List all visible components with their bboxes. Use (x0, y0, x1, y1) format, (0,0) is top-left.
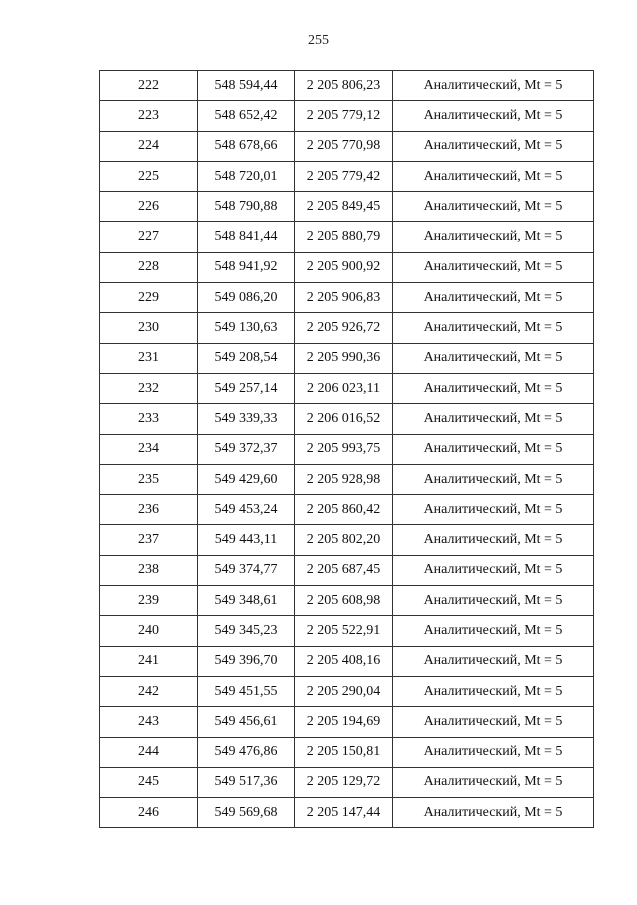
point-number-cell: 229 (100, 283, 198, 313)
y-coordinate-cell: 2 205 290,04 (295, 676, 393, 706)
method-cell: Аналитический, Mt = 5 (393, 586, 594, 616)
table-row (100, 767, 594, 797)
method-cell: Аналитический, Mt = 5 (393, 343, 594, 373)
point-number-cell: 246 (100, 798, 198, 828)
table-row (100, 737, 594, 767)
method-cell: Аналитический, Mt = 5 (393, 707, 594, 737)
method-cell: Аналитический, Mt = 5 (393, 252, 594, 282)
point-number-cell: 240 (100, 616, 198, 646)
table-row (100, 222, 594, 252)
y-coordinate-cell: 2 205 408,16 (295, 646, 393, 676)
table-row (100, 495, 594, 525)
y-coordinate-cell: 2 205 770,98 (295, 131, 393, 161)
point-number-cell: 241 (100, 646, 198, 676)
method-cell: Аналитический, Mt = 5 (393, 737, 594, 767)
table-row (100, 586, 594, 616)
point-number-cell: 245 (100, 767, 198, 797)
method-cell: Аналитический, Mt = 5 (393, 525, 594, 555)
table-row (100, 798, 594, 828)
table-row (100, 71, 594, 101)
y-coordinate-cell: 2 205 194,69 (295, 707, 393, 737)
x-coordinate-cell: 549 086,20 (198, 283, 295, 313)
y-coordinate-cell: 2 205 522,91 (295, 616, 393, 646)
x-coordinate-cell: 549 208,54 (198, 343, 295, 373)
x-coordinate-cell: 549 569,68 (198, 798, 295, 828)
x-coordinate-cell: 549 429,60 (198, 464, 295, 494)
table-row (100, 464, 594, 494)
method-cell: Аналитический, Mt = 5 (393, 616, 594, 646)
y-coordinate-cell: 2 205 150,81 (295, 737, 393, 767)
point-number-cell: 233 (100, 404, 198, 434)
x-coordinate-cell: 548 941,92 (198, 252, 295, 282)
y-coordinate-cell: 2 205 880,79 (295, 222, 393, 252)
y-coordinate-cell: 2 205 779,42 (295, 161, 393, 191)
y-coordinate-cell: 2 205 990,36 (295, 343, 393, 373)
x-coordinate-cell: 548 594,44 (198, 71, 295, 101)
y-coordinate-cell: 2 205 129,72 (295, 767, 393, 797)
x-coordinate-cell: 549 130,63 (198, 313, 295, 343)
x-coordinate-cell: 549 451,55 (198, 676, 295, 706)
point-number-cell: 244 (100, 737, 198, 767)
method-cell: Аналитический, Mt = 5 (393, 798, 594, 828)
method-cell: Аналитический, Mt = 5 (393, 283, 594, 313)
y-coordinate-cell: 2 205 900,92 (295, 252, 393, 282)
y-coordinate-cell: 2 205 608,98 (295, 586, 393, 616)
y-coordinate-cell: 2 205 802,20 (295, 525, 393, 555)
method-cell: Аналитический, Mt = 5 (393, 434, 594, 464)
y-coordinate-cell: 2 205 860,42 (295, 495, 393, 525)
method-cell: Аналитический, Mt = 5 (393, 192, 594, 222)
x-coordinate-cell: 549 257,14 (198, 373, 295, 403)
method-cell: Аналитический, Mt = 5 (393, 222, 594, 252)
table-row (100, 434, 594, 464)
method-cell: Аналитический, Mt = 5 (393, 71, 594, 101)
table-row (100, 404, 594, 434)
y-coordinate-cell: 2 205 687,45 (295, 555, 393, 585)
y-coordinate-cell: 2 206 023,11 (295, 373, 393, 403)
y-coordinate-cell: 2 205 779,12 (295, 101, 393, 131)
point-number-cell: 223 (100, 101, 198, 131)
y-coordinate-cell: 2 205 147,44 (295, 798, 393, 828)
y-coordinate-cell: 2 205 849,45 (295, 192, 393, 222)
method-cell: Аналитический, Mt = 5 (393, 101, 594, 131)
x-coordinate-cell: 549 345,23 (198, 616, 295, 646)
x-coordinate-cell: 548 678,66 (198, 131, 295, 161)
method-cell: Аналитический, Mt = 5 (393, 646, 594, 676)
point-number-cell: 227 (100, 222, 198, 252)
method-cell: Аналитический, Mt = 5 (393, 131, 594, 161)
table-row (100, 313, 594, 343)
table-row (100, 252, 594, 282)
point-number-cell: 226 (100, 192, 198, 222)
table-row (100, 343, 594, 373)
coordinates-table (99, 70, 594, 828)
x-coordinate-cell: 548 720,01 (198, 161, 295, 191)
point-number-cell: 232 (100, 373, 198, 403)
table-row (100, 192, 594, 222)
table-row (100, 373, 594, 403)
table-row (100, 707, 594, 737)
point-number-cell: 222 (100, 71, 198, 101)
x-coordinate-cell: 549 456,61 (198, 707, 295, 737)
x-coordinate-cell: 549 517,36 (198, 767, 295, 797)
table-row (100, 616, 594, 646)
point-number-cell: 238 (100, 555, 198, 585)
x-coordinate-cell: 549 348,61 (198, 586, 295, 616)
point-number-cell: 243 (100, 707, 198, 737)
y-coordinate-cell: 2 205 928,98 (295, 464, 393, 494)
method-cell: Аналитический, Mt = 5 (393, 313, 594, 343)
y-coordinate-cell: 2 205 993,75 (295, 434, 393, 464)
x-coordinate-cell: 548 652,42 (198, 101, 295, 131)
table-row (100, 283, 594, 313)
x-coordinate-cell: 549 396,70 (198, 646, 295, 676)
method-cell: Аналитический, Mt = 5 (393, 555, 594, 585)
y-coordinate-cell: 2 205 926,72 (295, 313, 393, 343)
point-number-cell: 237 (100, 525, 198, 555)
y-coordinate-cell: 2 205 806,23 (295, 71, 393, 101)
x-coordinate-cell: 548 790,88 (198, 192, 295, 222)
coordinates-table-body (100, 71, 594, 828)
point-number-cell: 242 (100, 676, 198, 706)
x-coordinate-cell: 549 374,77 (198, 555, 295, 585)
table-row (100, 161, 594, 191)
x-coordinate-cell: 549 372,37 (198, 434, 295, 464)
method-cell: Аналитический, Mt = 5 (393, 464, 594, 494)
table-row (100, 525, 594, 555)
x-coordinate-cell: 549 339,33 (198, 404, 295, 434)
method-cell: Аналитический, Mt = 5 (393, 495, 594, 525)
point-number-cell: 224 (100, 131, 198, 161)
method-cell: Аналитический, Mt = 5 (393, 767, 594, 797)
table-row (100, 131, 594, 161)
table-row (100, 646, 594, 676)
table-row (100, 676, 594, 706)
point-number-cell: 239 (100, 586, 198, 616)
point-number-cell: 228 (100, 252, 198, 282)
method-cell: Аналитический, Mt = 5 (393, 404, 594, 434)
y-coordinate-cell: 2 205 906,83 (295, 283, 393, 313)
point-number-cell: 230 (100, 313, 198, 343)
method-cell: Аналитический, Mt = 5 (393, 676, 594, 706)
point-number-cell: 225 (100, 161, 198, 191)
y-coordinate-cell: 2 206 016,52 (295, 404, 393, 434)
page-number: 255 (308, 33, 329, 48)
point-number-cell: 235 (100, 464, 198, 494)
x-coordinate-cell: 549 453,24 (198, 495, 295, 525)
method-cell: Аналитический, Mt = 5 (393, 161, 594, 191)
x-coordinate-cell: 549 476,86 (198, 737, 295, 767)
point-number-cell: 236 (100, 495, 198, 525)
point-number-cell: 234 (100, 434, 198, 464)
x-coordinate-cell: 549 443,11 (198, 525, 295, 555)
point-number-cell: 231 (100, 343, 198, 373)
method-cell: Аналитический, Mt = 5 (393, 373, 594, 403)
x-coordinate-cell: 548 841,44 (198, 222, 295, 252)
table-row (100, 101, 594, 131)
table-row (100, 555, 594, 585)
